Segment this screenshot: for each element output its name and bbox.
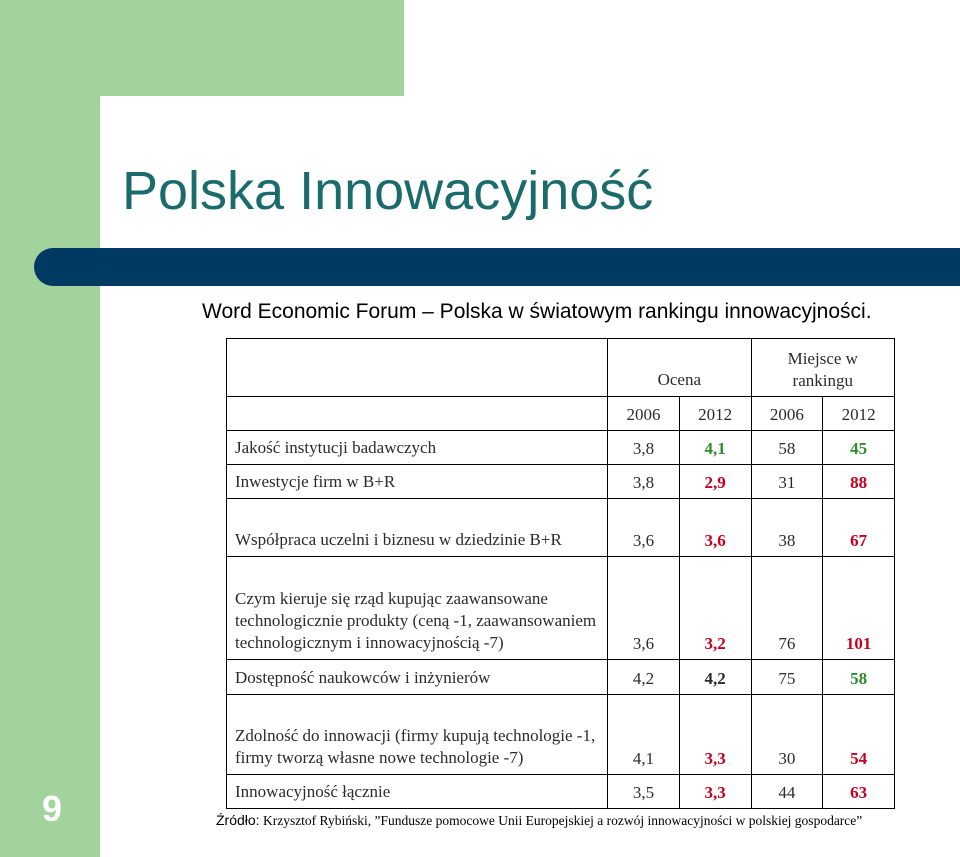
ocena-2012-cell: 4,1 [679, 431, 751, 465]
row-label: Innowacyjność łącznie [227, 775, 608, 809]
innovation-ranking-table [226, 338, 895, 809]
ocena-2012-cell: 3,3 [679, 775, 751, 809]
table-header-empty [227, 339, 608, 397]
decorative-title-bar [34, 248, 960, 286]
table-row [227, 775, 895, 809]
miejsce-2012-cell: 88 [823, 465, 895, 499]
miejsce-2006-cell: 31 [751, 465, 823, 499]
table-row [227, 499, 895, 557]
header-miejsce-w-rankingu: Miejsce w rankingu [751, 339, 894, 397]
source-label: Źródło: [216, 812, 260, 828]
ocena-2006-cell: 3,8 [608, 431, 680, 465]
ocena-2006-cell: 3,8 [608, 465, 680, 499]
miejsce-2012-cell: 58 [823, 660, 895, 695]
table-row [227, 695, 895, 775]
year-miejsce-2006: 2006 [751, 397, 823, 431]
header-ocena: Ocena [608, 339, 751, 397]
table-row [227, 465, 895, 499]
miejsce-2006-cell: 58 [751, 431, 823, 465]
ocena-2012-cell: 2,9 [679, 465, 751, 499]
decorative-green-band-top [0, 0, 404, 96]
row-label: Jakość instytucji badawczych [227, 431, 608, 465]
table-row [227, 660, 895, 695]
ocena-2012-cell: 4,2 [679, 660, 751, 695]
slide-subtitle: Word Economic Forum – Polska w światowym rankingu innowacyjności. [202, 300, 872, 323]
ocena-2006-cell: 4,2 [608, 660, 680, 695]
table-years-empty [227, 397, 608, 431]
table-row [227, 557, 895, 660]
miejsce-2006-cell: 44 [751, 775, 823, 809]
miejsce-2012-cell: 67 [823, 499, 895, 557]
ocena-2006-cell: 4,1 [608, 695, 680, 775]
year-miejsce-2012: 2012 [823, 397, 895, 431]
ocena-2006-cell: 3,6 [608, 557, 680, 660]
row-label: Czym kieruje się rząd kupując zaawansowane technologicznie produkty (ceną -1, zaawansowaniem technologicznym i innowacyjnością -7) [227, 557, 608, 660]
ocena-2012-cell: 3,3 [679, 695, 751, 775]
miejsce-2012-cell: 63 [823, 775, 895, 809]
year-ocena-2012: 2012 [679, 397, 751, 431]
decorative-rounded-corner [100, 96, 160, 156]
miejsce-2012-cell: 54 [823, 695, 895, 775]
miejsce-2006-cell: 30 [751, 695, 823, 775]
row-label: Zdolność do innowacji (firmy kupują technologie -1, firmy tworzą własne nowe technologie -7) [227, 695, 608, 775]
row-label: Dostępność naukowców i inżynierów [227, 660, 608, 695]
miejsce-2006-cell: 38 [751, 499, 823, 557]
miejsce-2006-cell: 75 [751, 660, 823, 695]
page-title: Polska Innowacyjność [122, 161, 654, 221]
page-number: 9 [41, 788, 63, 829]
miejsce-2006-cell: 76 [751, 557, 823, 660]
year-ocena-2006: 2006 [608, 397, 680, 431]
miejsce-2012-cell: 45 [823, 431, 895, 465]
decorative-green-band-left [0, 0, 100, 857]
source-citation [216, 812, 862, 829]
table-row [227, 431, 895, 465]
miejsce-2012-cell: 101 [823, 557, 895, 660]
table-years-row [227, 397, 895, 431]
ocena-2006-cell: 3,5 [608, 775, 680, 809]
ocena-2006-cell: 3,6 [608, 499, 680, 557]
table-header-row [227, 339, 895, 397]
ocena-2012-cell: 3,6 [679, 499, 751, 557]
row-label: Inwestycje firm w B+R [227, 465, 608, 499]
row-label: Współpraca uczelni i biznesu w dziedzinie B+R [227, 499, 608, 557]
ocena-2012-cell: 3,2 [679, 557, 751, 660]
source-text: Krzysztof Rybiński, ”Fundusze pomocowe Unii Europejskiej a rozwój innowacyjności w polskiej gospodarce” [262, 813, 863, 828]
